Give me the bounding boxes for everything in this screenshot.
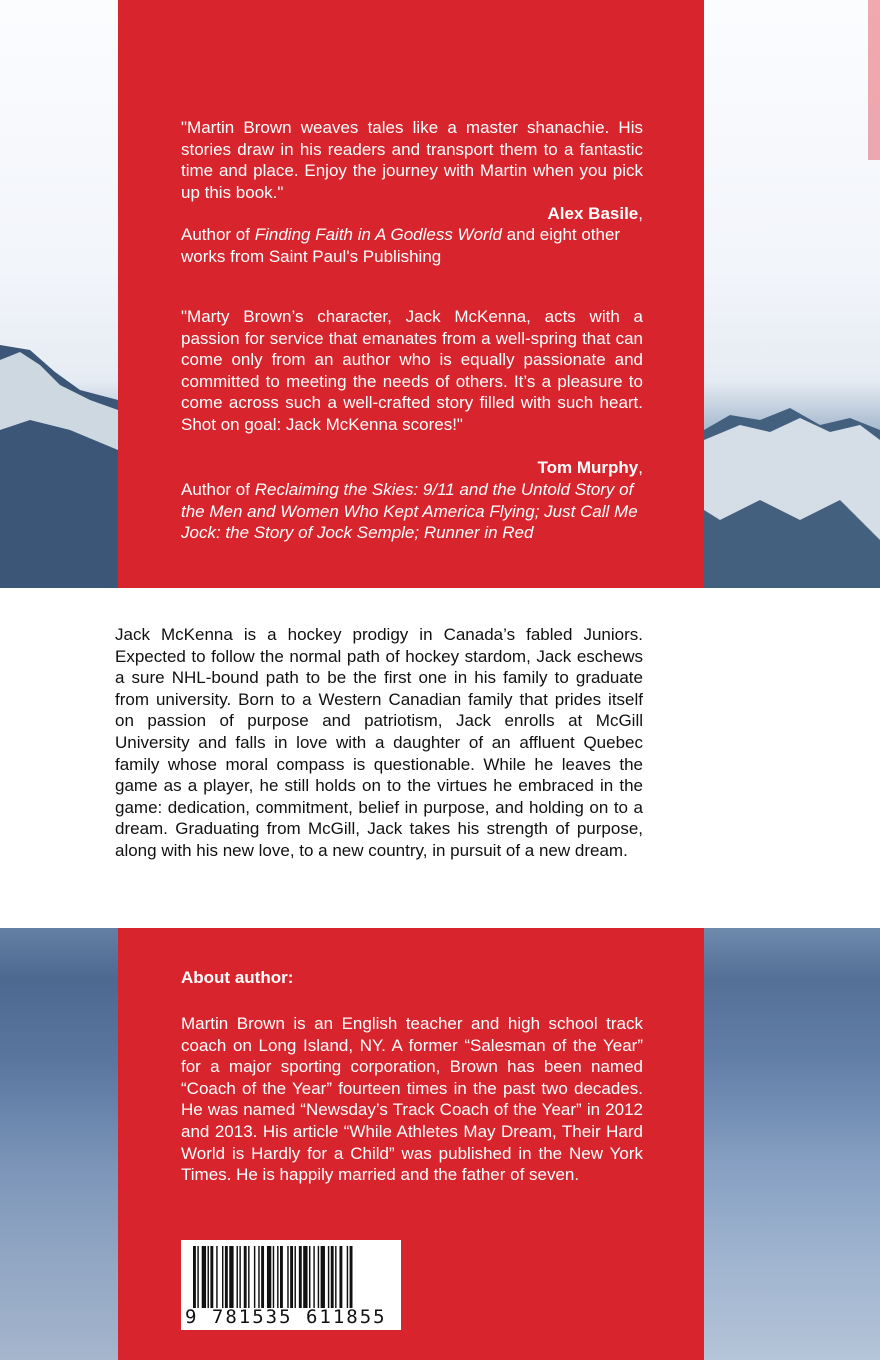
barcode-bar: [237, 1246, 238, 1308]
about-author-text: Martin Brown is an English teacher and high school track coach on Long Island, NY. A former “Salesman of the Year” for a major sporting corporation, Brown has been named “Coach of the Year” fourteen times in the past two decades. He was named “Newsday’s Track Coach of the Year” in 2012 and 2013. His article “While Athletes May Dream, Their Hard World is Hardly for a Child” was published in the New York Times. He is happily married and the father of seven.: [181, 1014, 643, 1185]
barcode-bar: [216, 1246, 217, 1308]
barcode-bar: [280, 1246, 283, 1308]
quote-tom-murphy: "Marty Brown’s character, Jack McKenna, acts with a passion for service that emanates from a well-spring that can come only from an author who is equally passionate and committed to meeting the needs of others. It’s a pleasure to come across such a well-crafted story filled with such heart. Shot on goal: Jack McKenna scores!": [181, 307, 643, 434]
isbn-number: 9 781535 611855: [185, 1306, 387, 1328]
barcode-bar: [303, 1246, 307, 1308]
barcode-bar: [258, 1246, 259, 1308]
barcode-bar: [261, 1246, 264, 1308]
barcode-bar: [299, 1246, 302, 1308]
barcode-bar: [208, 1246, 209, 1308]
barcode-bar: [328, 1246, 329, 1308]
barcode-bar: [197, 1246, 198, 1308]
barcode-bar: [267, 1246, 271, 1308]
barcode-bar: [339, 1246, 342, 1308]
barcode-bar: [210, 1246, 213, 1308]
book-blurb: Jack McKenna is a hockey prodigy in Canada’s fabled Juniors. Expected to follow the normal path of hockey stardom, Jack eschews a sure NHL-bound path to be the first one in his family to graduate from university. Born to a Western Canadian family that prides itself on passion of purpose and patriotism, Jack enrolls at McGill University and falls in love with a daughter of an affluent Quebec family whose moral compass is questionable. While he leaves the game as a player, he still holds on to the virtues he embraced in the game: dedication, commitment, belief in purpose, and holding on to a dream. Graduating from McGill, Jack takes his strength of purpose, along with his new love, to a new country, in pursuit of a new dream.: [115, 625, 643, 860]
barcode-bar: [287, 1246, 288, 1308]
barcode-bar: [313, 1246, 314, 1308]
quote-alex-basile: "Martin Brown weaves tales like a master shanachie. His stories draw in his readers and transport them to a fantastic time and place. Enjoy the journey with Martin when you pick up this book.": [181, 118, 643, 202]
barcode-bar: [222, 1246, 223, 1308]
barcode-bar: [295, 1246, 296, 1308]
barcode-bar: [309, 1246, 310, 1308]
barcode-bar: [318, 1246, 319, 1308]
barcode-bar: [225, 1246, 228, 1308]
barcode-bar: [229, 1246, 233, 1308]
quote-work-tom-murphy: Author of Reclaiming the Skies: 9/11 and the Untold Story of the Men and Women Who Kept America Flying; Just Call Me Jock: the Story of Jock Semple; Runner in Red: [181, 480, 638, 542]
barcode-bar: [331, 1246, 334, 1308]
isbn-barcode: [181, 1240, 401, 1330]
barcode-bar: [244, 1246, 247, 1308]
barcode-bar: [347, 1246, 348, 1308]
barcode-bar: [350, 1246, 353, 1308]
barcode-bar: [254, 1246, 255, 1308]
quote-work-alex-basile: Author of Finding Faith in A Godless World and eight other works from Saint Paul's Publishing: [181, 225, 621, 266]
barcode-bar: [273, 1246, 274, 1308]
about-author-heading: About author:: [181, 968, 294, 987]
quote-author-tom-murphy: Tom Murphy,: [537, 458, 643, 477]
barcode-bar: [248, 1246, 249, 1308]
barcode-bar: [202, 1246, 206, 1308]
barcode-bar: [335, 1246, 336, 1308]
quote-author-alex-basile: Alex Basile,: [547, 204, 643, 223]
barcode-bar: [277, 1246, 278, 1308]
barcode-bar: [321, 1246, 325, 1308]
barcode-bar: [193, 1246, 196, 1308]
barcode-bar: [239, 1246, 240, 1308]
barcode-bars: [187, 1246, 395, 1308]
barcode-bar: [290, 1246, 293, 1308]
